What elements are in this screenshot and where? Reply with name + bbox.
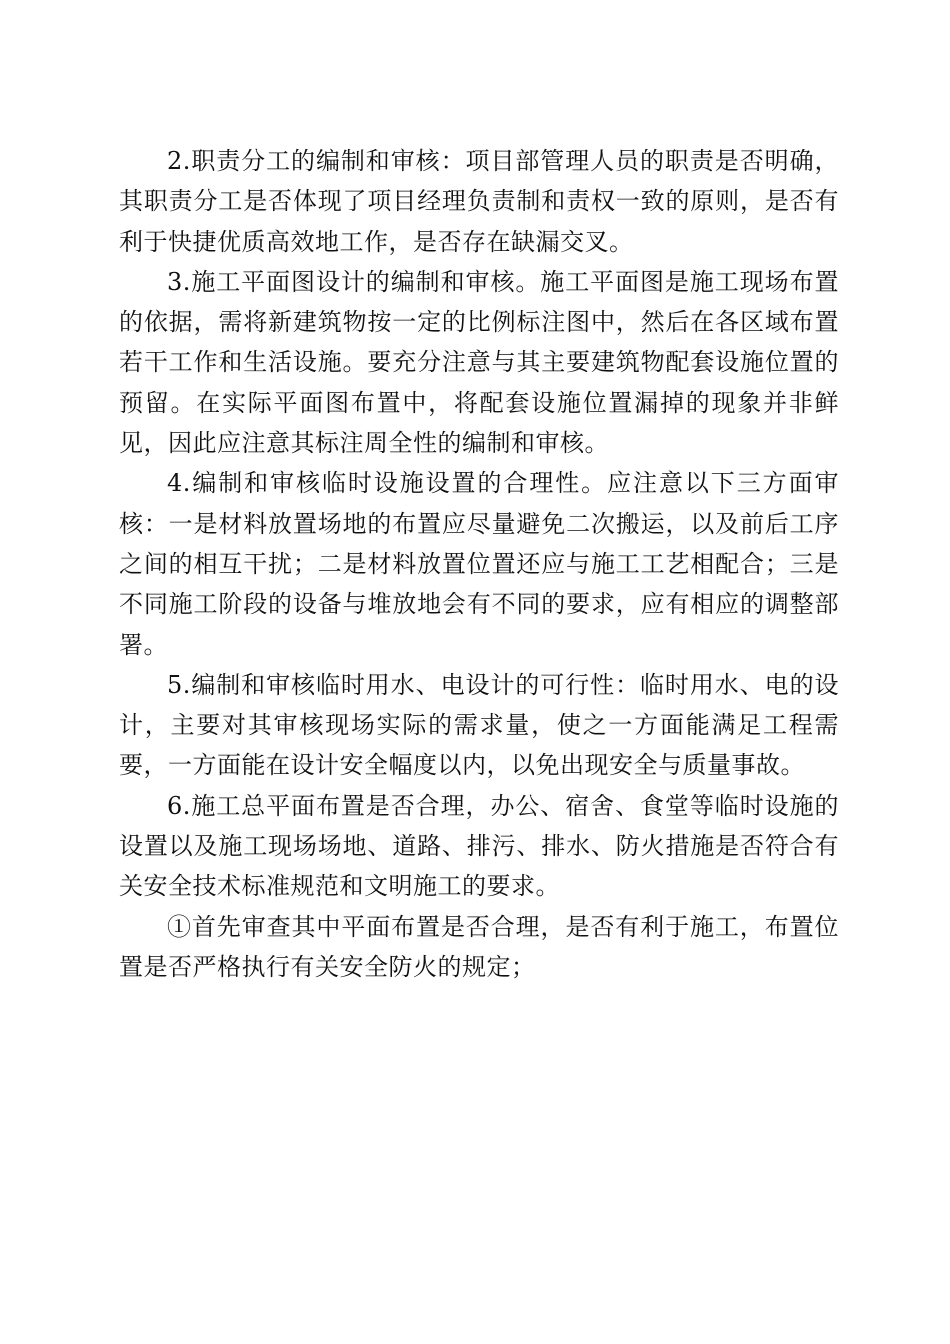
- document-body: [119, 141, 839, 987]
- paragraph-temporary-facilities: 4.编制和审核临时设施设置的合理性。应注意以下三方面审核：一是材料放置场地的布置应尽量避免二次搬运，以及前后工序之间的相互干扰；二是材料放置位置还应与施工工艺相配合；三是不同施工阶段的设备与堆放地会有不同的要求，应有相应的调整部署。: [119, 469, 839, 659]
- paragraph-temporary-water-power: 5.编制和审核临时用水、电设计的可行性：临时用水、电的设计，主要对其审核现场实际的需求量，使之一方面能满足工程需要，一方面能在设计安全幅度以内，以免出现安全与质量事故。: [119, 670, 839, 780]
- paragraph-layout-review: ①首先审查其中平面布置是否合理，是否有利于施工，布置位置是否严格执行有关安全防火的规定；: [119, 912, 839, 981]
- paragraph-duty-division: 2.职责分工的编制和审核：项目部管理人员的职责是否明确，其职责分工是否体现了项目经理负责制和责权一致的原则，是否有利于快捷优质高效地工作，是否存在缺漏交叉。: [119, 147, 839, 256]
- paragraph-general-layout: 6.施工总平面布置是否合理，办公、宿舍、食堂等临时设施的设置以及施工现场场地、道路、排污、排水、防火措施是否符合有关安全技术标准规范和文明施工的要求。: [119, 791, 839, 901]
- paragraph-site-plan-design: 3.施工平面图设计的编制和审核。施工平面图是施工现场布置的依据，需将新建筑物按一定的比例标注图中，然后在各区域布置若干工作和生活设施。要充分注意与其主要建筑物配套设施位置的预留。在实际平面图布置中，将配套设施位置漏掉的现象并非鲜见，因此应注意其标注周全性的编制和审核。: [119, 267, 839, 458]
